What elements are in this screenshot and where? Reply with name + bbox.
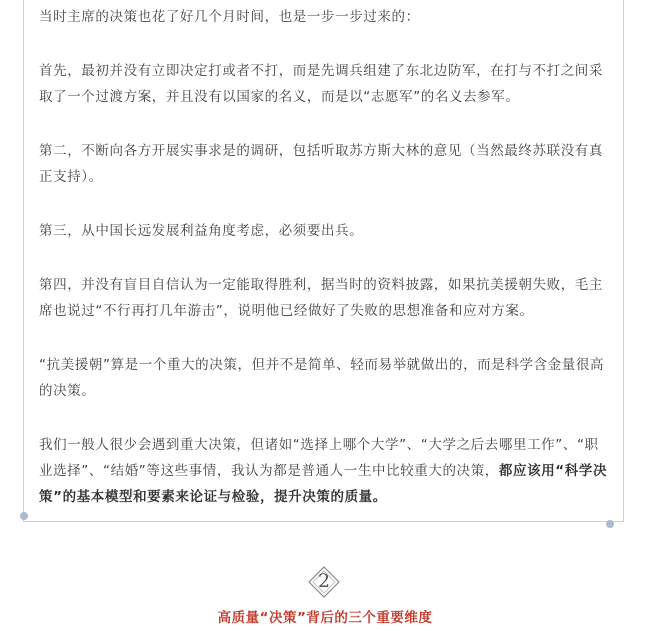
article-body: [39, 4, 611, 510]
frame-corner-dot-right: [606, 520, 614, 528]
paragraph-point-4: 第四，并没有盲目自信认为一定能取得胜利，据当时的资料披露，如果抗美援朝失败，毛主席也说过“不行再打几年游击”，说明他已经做好了失败的思想准备和应对方案。: [39, 277, 603, 319]
paragraph-final-text: 我们一般人很少会遇到重大决策，但诸如“选择上哪个大学”、“大学之后去哪里工作”、“职业选择”、“结婚”等这些事情，我认为都是普通人一生中比较重大的决策，: [39, 437, 599, 479]
frame-corner-dot-left: [20, 512, 28, 520]
paragraph-point-3: 第三，从中国长远发展利益角度考虑，必须要出兵。: [39, 223, 364, 239]
paragraph-conclusion: “抗美援朝”算是一个重大的决策，但并不是简单、轻而易举就做出的，而是科学含金量很高的决策。: [39, 357, 605, 399]
section-number: 2: [317, 570, 331, 592]
paragraph-point-1: 首先，最初并没有立即决定打或者不打，而是先调兵组建了东北边防军，在打与不打之间采取了一个过渡方案，并且没有以国家的名义，而是以“志愿军”的名义去参军。: [39, 63, 603, 105]
paragraph-final: [39, 432, 611, 510]
paragraph-point-2: 第二，不断向各方开展实事求是的调研，包括听取苏方斯大林的意见（当然最终苏联没有真正支持）。: [39, 143, 603, 185]
section-title: 高质量“决策”背后的三个重要维度: [217, 610, 433, 626]
paragraph-intro: 当时主席的决策也花了好几个月时间，也是一步一步过来的：: [39, 9, 420, 25]
paragraph-final-emphasis: 都应该用“科学决策”的基本模型和要素来论证与检验，提升决策的质量。: [39, 463, 608, 505]
section-number-badge: [308, 566, 340, 598]
